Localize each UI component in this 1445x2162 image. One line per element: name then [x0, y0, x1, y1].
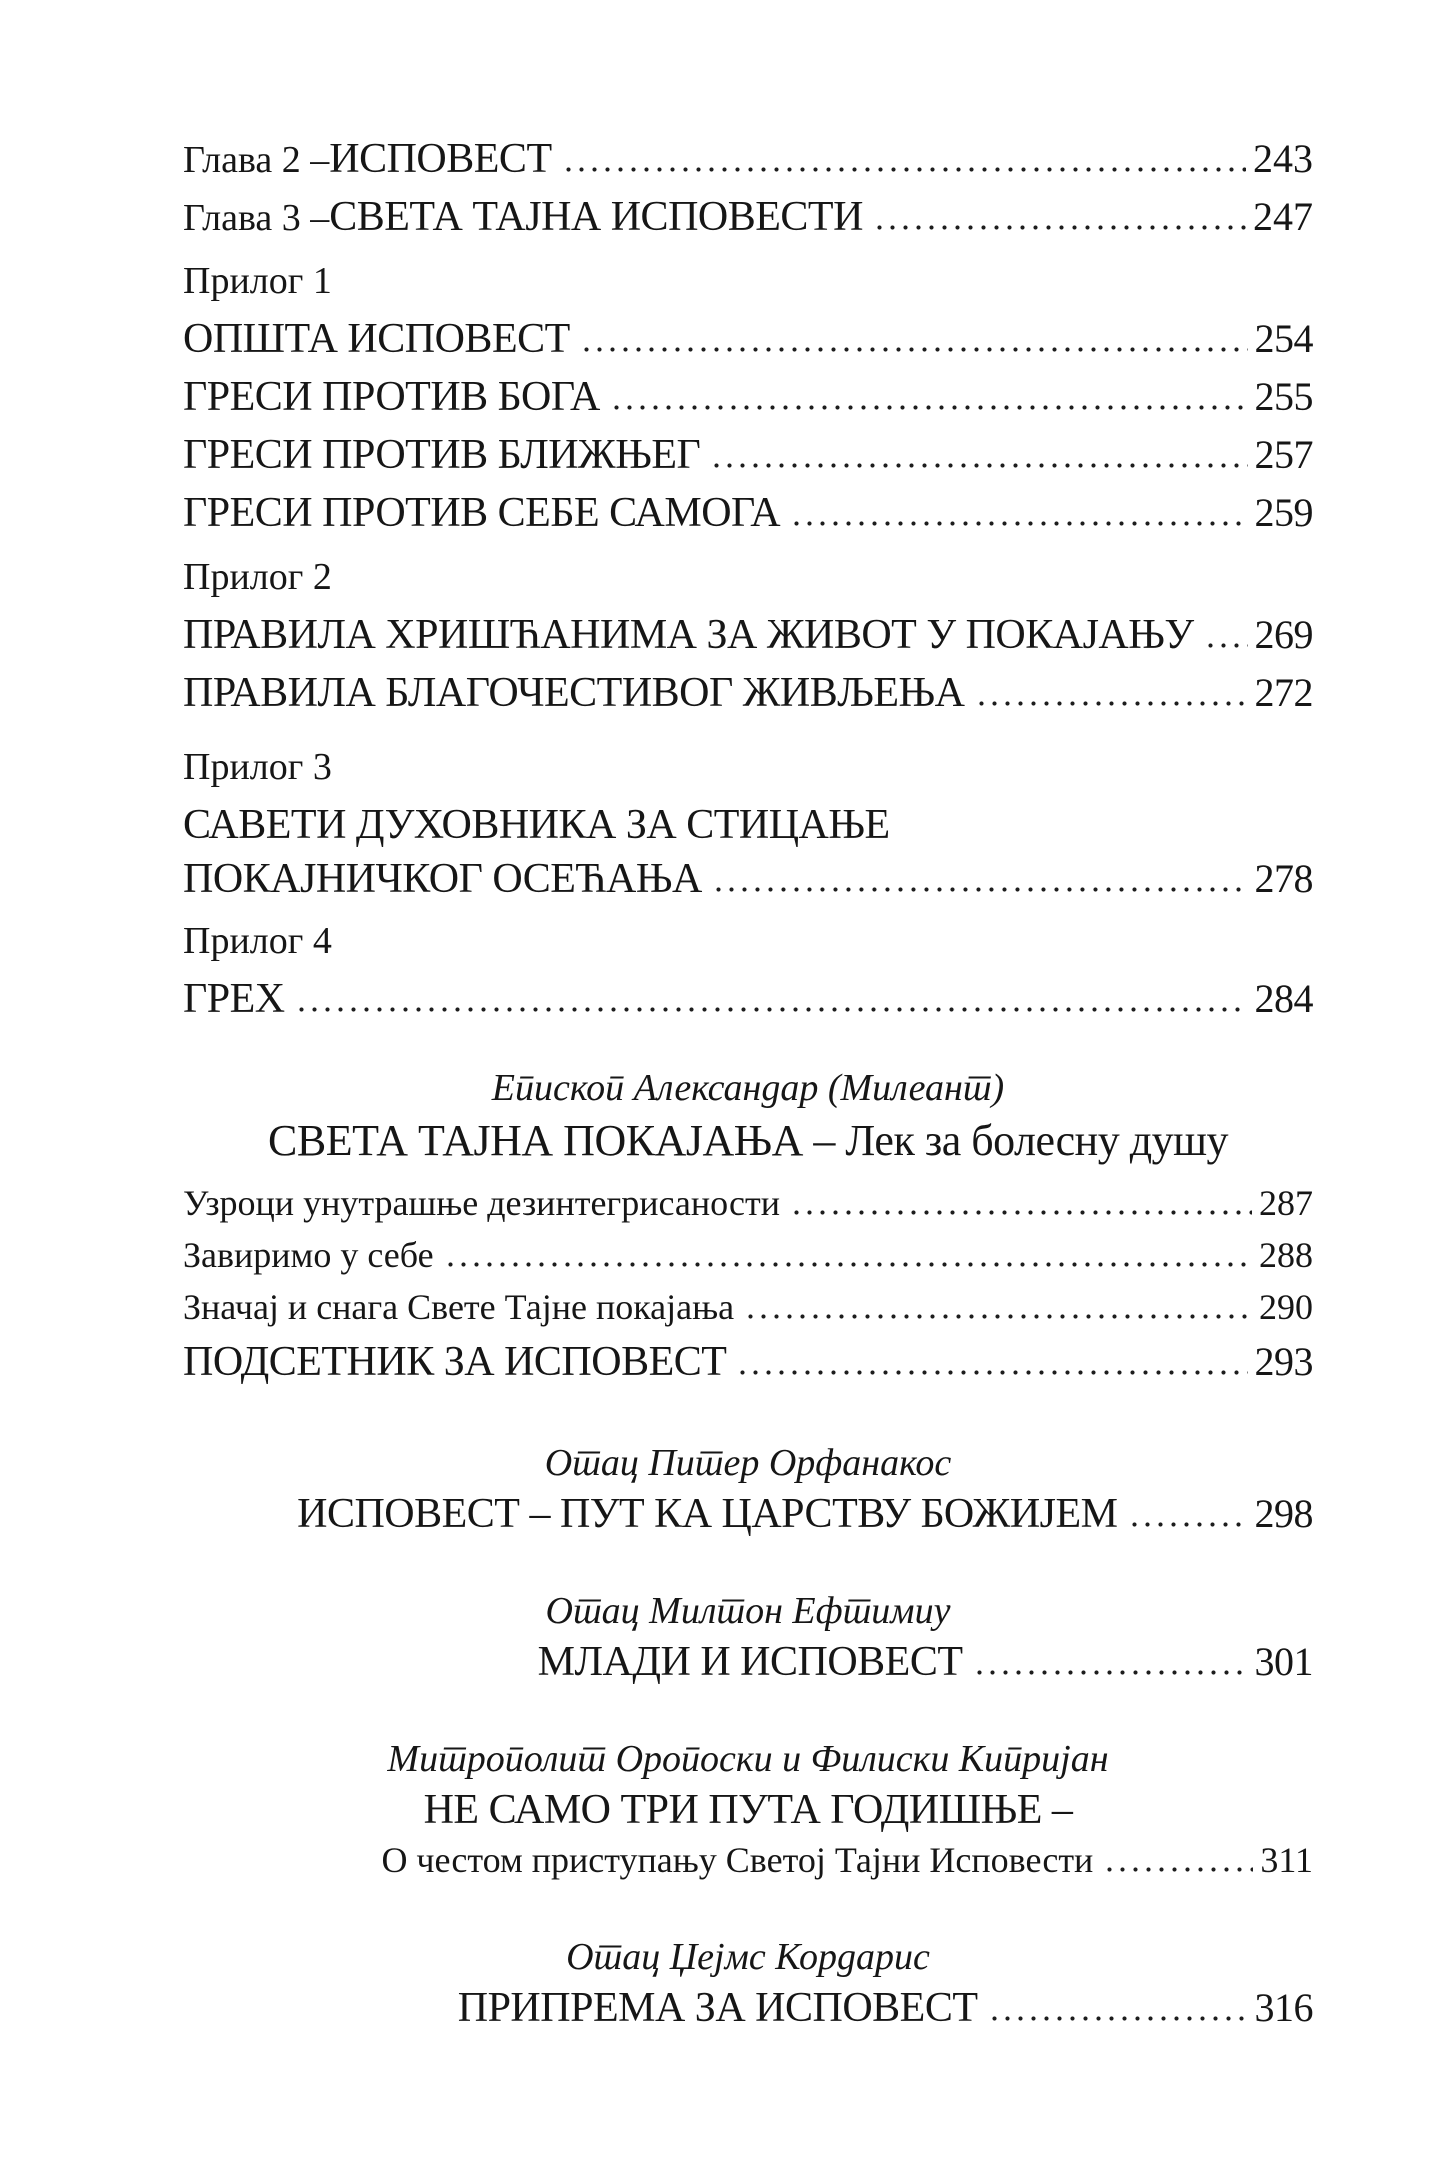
entry-label: САВЕТИ ДУХОВНИКА ЗА СТИЦАЊЕ	[183, 802, 890, 848]
author-name: Митрополит Оропоски и Филиски Кипријан	[387, 1738, 1109, 1780]
entry-label: Прилог 3	[183, 746, 332, 788]
entry-label: Прилог 2	[183, 556, 332, 598]
dot-leader	[790, 1210, 1252, 1215]
entry-page-number: 255	[1254, 374, 1313, 419]
entry-page-number: 284	[1254, 976, 1313, 1021]
entry-page-number: 287	[1259, 1183, 1313, 1223]
entry-label: ИСПОВЕСТ	[329, 136, 552, 182]
entry-page-number: 269	[1254, 612, 1313, 657]
article-title	[183, 1114, 1313, 1168]
dot-leader	[712, 887, 1248, 892]
dot-leader	[580, 347, 1248, 352]
dot-leader	[975, 701, 1248, 706]
entry-label: ПРАВИЛА БЛАГОЧЕСТИВОГ ЖИВЉЕЊА	[183, 670, 965, 716]
author-name: Отац Питер Орфанакос	[544, 1442, 952, 1484]
entry-label: СВЕТА ТАЈНА ПОКАЈАЊА – Лек за болесну душу	[268, 1116, 1228, 1165]
toc-entry	[183, 854, 1313, 904]
entry-label: ГРЕСИ ПРОТИВ БОГА	[183, 374, 600, 420]
toc-entry	[183, 1489, 1313, 1539]
author-line	[183, 1931, 1313, 1983]
entry-page-number: 288	[1259, 1235, 1313, 1275]
entry-label: НЕ САМО ТРИ ПУТА ГОДИШЊЕ –	[423, 1787, 1073, 1833]
entry-page-number: 301	[1254, 1639, 1313, 1684]
chapter-prefix: Глава 3 –	[183, 197, 330, 239]
entry-label: ИСПОВЕСТ – ПУТ КА ЦАРСТВУ БОЖИЈЕМ	[297, 1491, 1118, 1537]
entry-label: Прилог 4	[183, 920, 332, 962]
entry-label: ГРЕСИ ПРОТИВ СЕБЕ САМОГА	[183, 490, 781, 536]
entry-label: ГРЕХ	[183, 976, 285, 1022]
dot-leader	[988, 2016, 1248, 2021]
entry-label: СВЕТА ТАЈНА ИСПОВЕСТИ	[329, 194, 863, 240]
dot-leader	[710, 463, 1247, 468]
appendix-heading	[183, 912, 1313, 970]
toc-entry	[183, 1229, 1313, 1281]
entry-label: ОПШТА ИСПОВЕСТ	[183, 316, 570, 362]
entry-page-number: 272	[1254, 670, 1313, 715]
toc-entry	[183, 1835, 1313, 1885]
entry-label: ПОКАЈНИЧКОГ ОСЕЋАЊА	[183, 856, 702, 902]
dot-leader	[1204, 643, 1248, 648]
toc-entry	[183, 1281, 1313, 1333]
appendix-heading	[183, 252, 1313, 310]
dot-leader	[444, 1262, 1252, 1267]
toc-entry	[183, 664, 1313, 722]
entry-page-number: 257	[1254, 432, 1313, 477]
author-line	[183, 1437, 1313, 1489]
toc-entry	[183, 188, 1313, 246]
entry-page-number: 243	[1253, 136, 1313, 181]
toc-entry	[183, 1983, 1313, 2033]
entry-page-number: 293	[1254, 1339, 1313, 1384]
toc-entry	[183, 484, 1313, 542]
author-name: Епископ Александар (Милеант)	[491, 1067, 1005, 1109]
entry-label: ПРАВИЛА ХРИШЋАНИМА ЗА ЖИВОТ У ПОКАЈАЊУ	[183, 612, 1194, 658]
author-line	[183, 1733, 1313, 1785]
dot-leader	[1103, 1867, 1253, 1872]
entry-label: МЛАДИ И ИСПОВЕСТ	[537, 1639, 963, 1685]
dot-leader	[973, 1670, 1248, 1675]
entry-label: Узроци унутрашње дезинтегрисаности	[183, 1183, 780, 1223]
dot-leader	[1128, 1522, 1248, 1527]
chapter-prefix: Глава 2 –	[183, 139, 330, 181]
entry-page-number: 259	[1254, 490, 1313, 535]
entry-label: ГРЕСИ ПРОТИВ БЛИЖЊЕГ	[183, 432, 701, 478]
toc-entry	[183, 970, 1313, 1028]
appendix-heading	[183, 548, 1313, 606]
entry-page-number: 254	[1254, 316, 1313, 361]
toc-entry	[183, 426, 1313, 484]
entry-label: О честом приступању Светој Тајни Исповести	[381, 1840, 1094, 1880]
author-line	[183, 1585, 1313, 1637]
entry-label: ПРИПРЕМА ЗА ИСПОВЕСТ	[457, 1985, 978, 2031]
entry-page-number: 247	[1253, 194, 1313, 239]
toc-entry	[183, 130, 1313, 188]
author-name: Отац Џејмс Кордарис	[566, 1936, 930, 1978]
author-line	[183, 1062, 1313, 1114]
dot-leader	[873, 225, 1246, 230]
toc-entry	[183, 796, 1313, 854]
dot-leader	[790, 521, 1247, 526]
entry-page-number: 316	[1254, 1985, 1313, 2030]
dot-leader	[295, 1007, 1248, 1012]
dot-leader	[736, 1370, 1247, 1375]
entry-page-number: 311	[1260, 1840, 1313, 1880]
author-name: Отац Милтон Ефтимиу	[545, 1590, 951, 1632]
entry-page-number: 278	[1254, 856, 1313, 901]
entry-label: Значај и снага Свете Тајне покајања	[183, 1287, 735, 1327]
dot-leader	[744, 1314, 1252, 1319]
dot-leader	[610, 405, 1248, 410]
toc-entry	[183, 1637, 1313, 1687]
dot-leader	[562, 167, 1246, 172]
toc-entry	[183, 1785, 1313, 1835]
toc-entry	[183, 368, 1313, 426]
entry-page-number: 298	[1254, 1491, 1313, 1536]
entry-label: Завиримо у себе	[183, 1235, 434, 1275]
toc-entry	[183, 1333, 1313, 1391]
toc-entry	[183, 310, 1313, 368]
appendix-heading	[183, 738, 1313, 796]
entry-page-number: 290	[1259, 1287, 1313, 1327]
toc-entry	[183, 1177, 1313, 1229]
entry-label: Прилог 1	[183, 260, 332, 302]
entry-label: ПОДСЕТНИК ЗА ИСПОВЕСТ	[183, 1339, 727, 1385]
toc-entry	[183, 606, 1313, 664]
